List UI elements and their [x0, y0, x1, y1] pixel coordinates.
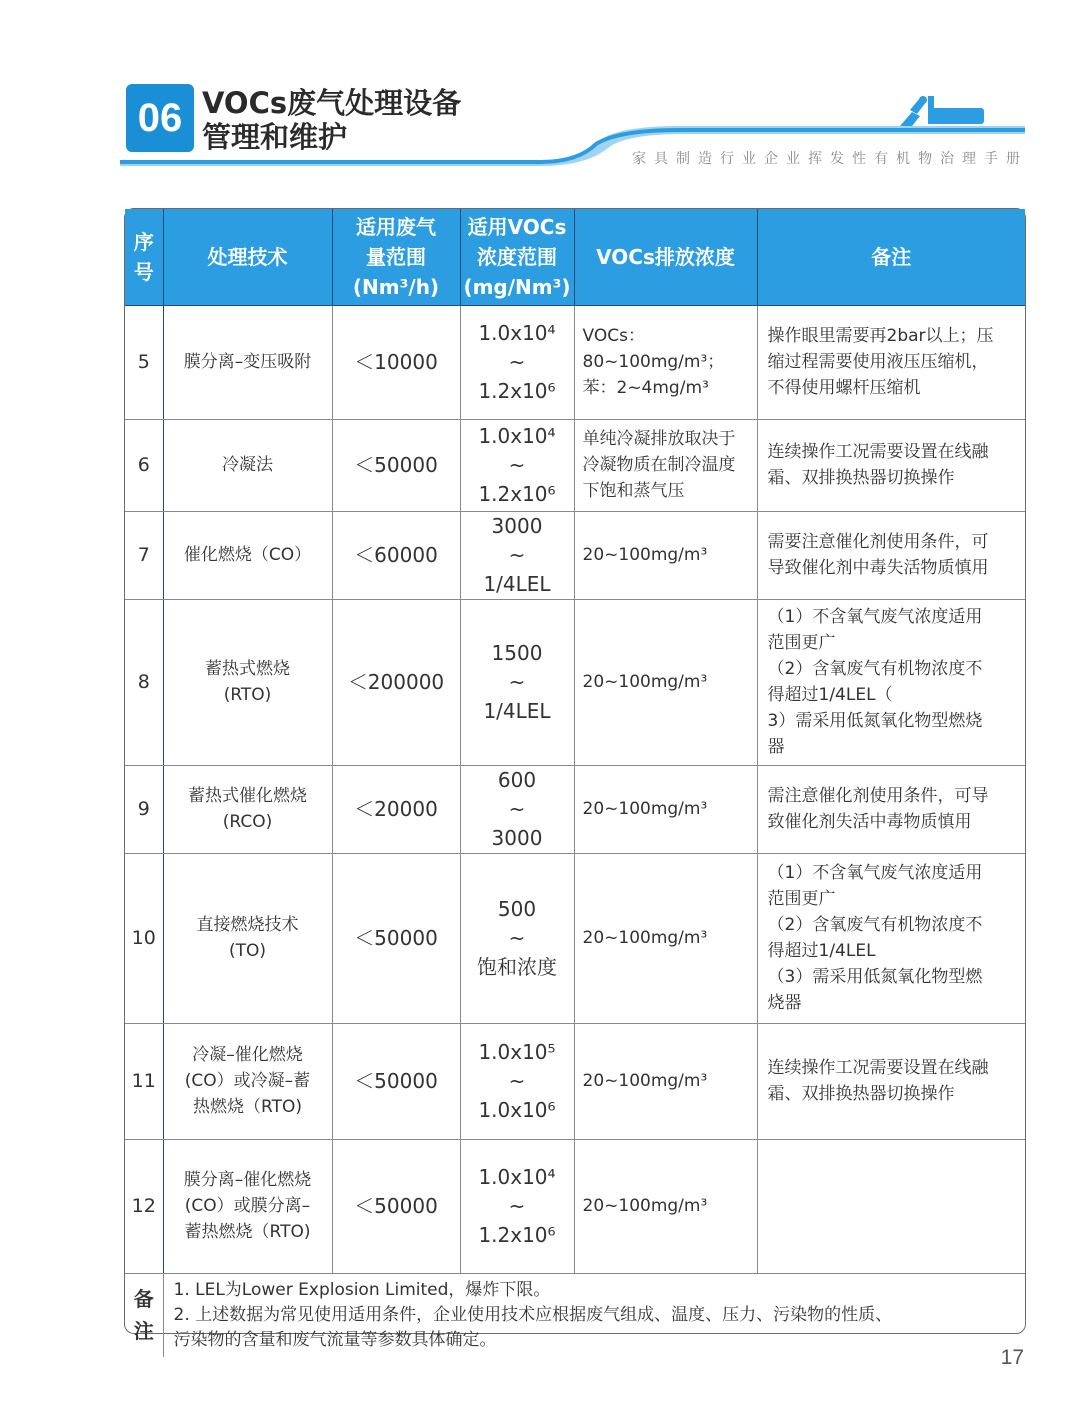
row-technology — [163, 1139, 332, 1273]
row-concentration — [460, 765, 574, 853]
chapter-number-badge: 06 — [126, 84, 194, 152]
row-note — [757, 1023, 1025, 1139]
row-concentration-line: ~ — [508, 349, 526, 374]
row-emission — [574, 853, 757, 1023]
header-note: 备注 — [757, 209, 1025, 305]
row-concentration — [460, 419, 574, 511]
row-emission-line: 冷凝物质在制冷温度 — [582, 455, 736, 475]
row-concentration-line: 1.0x10⁴ — [478, 423, 556, 448]
row-technology-line: 冷凝法 — [222, 455, 273, 475]
footnote-text — [163, 1273, 1025, 1357]
row-concentration-line: ~ — [508, 542, 526, 567]
row-note-line: 连续操作工况需要设置在线融 — [767, 442, 989, 462]
row-concentration — [460, 305, 574, 419]
technology-table — [124, 208, 1026, 1350]
row-concentration — [460, 511, 574, 599]
row-note-line: 操作眼里需要再2bar以上；压 — [767, 326, 994, 346]
row-note-line: 连续操作工况需要设置在线融 — [767, 1058, 989, 1078]
row-note-line: （2）含氧废气有机物浓度不 — [767, 659, 983, 679]
page-number: 17 — [1000, 1346, 1024, 1369]
row-number: 6 — [125, 419, 163, 511]
row-technology-line: 蓄热式燃烧 — [205, 659, 290, 679]
row-number: 8 — [125, 599, 163, 765]
row-gas-volume: ＜200000 — [332, 599, 460, 765]
row-technology — [163, 853, 332, 1023]
row-number: 12 — [125, 1139, 163, 1273]
row-note-line: 得超过1/4LEL — [767, 941, 876, 961]
row-emission-line: 下饱和蒸气压 — [582, 481, 685, 501]
row-concentration-line: 3000 — [491, 825, 543, 850]
footnote-label: 备 注 — [125, 1273, 163, 1357]
row-concentration — [460, 853, 574, 1023]
row-technology-line: 膜分离–催化燃烧 — [183, 1170, 312, 1190]
footnote-2-cont: 污染物的含量和废气流量等参数具体确定。 — [173, 1329, 497, 1350]
table-row — [125, 305, 1025, 419]
row-concentration-line: 1/4LEL — [483, 571, 551, 596]
row-technology-line: (RTO) — [223, 685, 272, 705]
row-gas-volume: ＜50000 — [332, 853, 460, 1023]
row-note-line: 范围更广 — [767, 889, 836, 909]
table-row — [125, 765, 1025, 853]
row-note-line: 霜、双排换热器切换操作 — [767, 468, 955, 488]
row-note-line: （2）含氧废气有机物浓度不 — [767, 915, 983, 935]
row-concentration-line: 1.0x10⁵ — [478, 1039, 556, 1064]
row-note — [757, 305, 1025, 419]
row-gas-volume: ＜50000 — [332, 419, 460, 511]
header-emission: VOCs排放浓度 — [574, 209, 757, 305]
header-gas-volume: 适用废气 量范围 (Nm³/h) — [332, 209, 460, 305]
row-concentration — [460, 1139, 574, 1273]
row-concentration — [460, 1023, 574, 1139]
row-emission — [574, 511, 757, 599]
row-emission-line: VOCs： — [582, 326, 645, 346]
table-row — [125, 853, 1025, 1023]
row-concentration-line: 3000 — [491, 513, 543, 538]
row-note-line: 烧器 — [767, 993, 802, 1013]
row-note-line: 缩过程需要使用液压压缩机， — [767, 352, 989, 372]
row-number: 10 — [125, 853, 163, 1023]
row-concentration-line: 1.0x10⁴ — [478, 1164, 556, 1189]
row-concentration-line: 1.2x10⁶ — [478, 378, 556, 403]
row-note — [757, 765, 1025, 853]
table-row — [125, 599, 1025, 765]
row-emission-line: 20~100mg/m³ — [582, 1071, 708, 1091]
row-technology — [163, 419, 332, 511]
table-row — [125, 511, 1025, 599]
row-concentration-line: ~ — [508, 796, 526, 821]
row-note-line: 不得使用螺杆压缩机 — [767, 378, 921, 398]
row-number: 7 — [125, 511, 163, 599]
row-note-line: 霜、双排换热器切换操作 — [767, 1084, 955, 1104]
table-row — [125, 1139, 1025, 1273]
row-number: 9 — [125, 765, 163, 853]
row-concentration-line: 1/4LEL — [483, 698, 551, 723]
row-technology-line: (CO）或冷凝–蓄 — [184, 1071, 311, 1091]
row-emission-line: 20~100mg/m³ — [582, 1196, 708, 1216]
row-emission-line: 20~100mg/m³ — [582, 672, 708, 692]
row-technology-line: (RCO) — [222, 812, 273, 832]
row-gas-volume: ＜60000 — [332, 511, 460, 599]
row-note-line: （3）需采用低氮氧化物型燃 — [767, 967, 983, 987]
row-technology-line: 膜分离–变压吸附 — [183, 352, 312, 372]
row-concentration-line: 1.0x10⁶ — [478, 1097, 556, 1122]
row-note-line: 需要注意催化剂使用条件，可 — [767, 532, 989, 552]
row-emission — [574, 1023, 757, 1139]
row-emission — [574, 599, 757, 765]
row-concentration-line: 饱和浓度 — [477, 954, 557, 979]
row-note-line: 得超过1/4LEL（ — [767, 685, 893, 705]
row-concentration-line: ~ — [508, 1193, 526, 1218]
row-technology-line: 蓄热式催化燃烧 — [188, 786, 307, 806]
row-note-line: 导致催化剂中毒失活物质慎用 — [767, 558, 989, 578]
row-emission — [574, 765, 757, 853]
row-technology — [163, 511, 332, 599]
row-note — [757, 853, 1025, 1023]
row-note-line: 器 — [767, 737, 785, 757]
row-emission-line: 20~100mg/m³ — [582, 545, 708, 565]
row-technology — [163, 765, 332, 853]
row-emission — [574, 419, 757, 511]
row-concentration-line: 1.2x10⁶ — [478, 1222, 556, 1247]
row-concentration-line: 1500 — [491, 640, 543, 665]
row-technology-line: 直接燃烧技术 — [196, 915, 299, 935]
robot-arm-icon — [900, 96, 984, 126]
table-header-row — [125, 209, 1025, 305]
row-emission — [574, 305, 757, 419]
header-tech: 处理技术 — [163, 209, 332, 305]
row-concentration-line: ~ — [508, 452, 526, 477]
row-note — [757, 1139, 1025, 1273]
row-gas-volume: ＜50000 — [332, 1139, 460, 1273]
row-technology-line: 冷凝–催化燃烧 — [192, 1045, 303, 1065]
row-note-line: 致催化剂失活中毒物质慎用 — [767, 812, 972, 832]
row-gas-volume: ＜50000 — [332, 1023, 460, 1139]
row-concentration — [460, 599, 574, 765]
handbook-name: 家具制造行业企业挥发性有机物治理手册 — [632, 151, 1028, 167]
row-technology — [163, 1023, 332, 1139]
row-technology-line: (CO）或膜分离– — [184, 1196, 311, 1216]
row-number: 11 — [125, 1023, 163, 1139]
row-emission — [574, 1139, 757, 1273]
row-emission-line: 20~100mg/m³ — [582, 928, 708, 948]
row-technology-line: (TO) — [228, 941, 267, 961]
row-note — [757, 511, 1025, 599]
row-technology — [163, 599, 332, 765]
table-row — [125, 1023, 1025, 1139]
row-emission-line: 20~100mg/m³ — [582, 799, 708, 819]
row-note-line: 需注意催化剂使用条件，可导 — [767, 786, 989, 806]
row-concentration-line: ~ — [508, 1068, 526, 1093]
row-concentration-line: 1.2x10⁶ — [478, 481, 556, 506]
header-concentration: 适用VOCs 浓度范围 (mg/Nm³) — [460, 209, 574, 305]
row-technology-line: 催化燃烧（CO） — [183, 545, 312, 565]
row-technology-line: 蓄热燃烧（RTO) — [184, 1222, 311, 1242]
row-technology — [163, 305, 332, 419]
header-no: 序 号 — [125, 209, 163, 305]
chapter-title-line1: VOCs废气处理设备 — [202, 86, 462, 120]
chapter-title-line2: 管理和维护 — [202, 120, 348, 154]
row-concentration-line: 600 — [497, 767, 537, 792]
row-note-line: 范围更广 — [767, 633, 836, 653]
row-number: 5 — [125, 305, 163, 419]
row-gas-volume: ＜10000 — [332, 305, 460, 419]
table-row — [125, 419, 1025, 511]
row-note — [757, 419, 1025, 511]
row-note-line: （1）不含氧气废气浓度适用 — [767, 863, 983, 883]
row-emission-line: 苯：2~4mg/m³ — [582, 378, 709, 398]
footnote-row — [125, 1273, 1025, 1357]
row-note — [757, 599, 1025, 765]
footnote-2: 2. 上述数据为常见使用适用条件，企业使用技术应根据废气组成、温度、压力、污染物的性质、 — [173, 1304, 893, 1325]
row-emission-line: 80~100mg/m³； — [582, 352, 725, 372]
row-concentration-line: 1.0x10⁴ — [478, 320, 556, 345]
footnote-1: 1. LEL为Lower Explosion Limited，爆炸下限。 — [173, 1279, 551, 1300]
row-concentration-line: ~ — [508, 925, 526, 950]
row-gas-volume: ＜20000 — [332, 765, 460, 853]
row-concentration-line: 500 — [497, 896, 537, 921]
row-emission-line: 单纯冷凝排放取决于 — [582, 429, 736, 449]
row-technology-line: 热燃烧（RTO) — [193, 1097, 302, 1117]
row-note-line: 3）需采用低氮氧化物型燃烧 — [767, 711, 983, 731]
row-note-line: （1）不含氧气废气浓度适用 — [767, 607, 983, 627]
row-concentration-line: ~ — [508, 669, 526, 694]
